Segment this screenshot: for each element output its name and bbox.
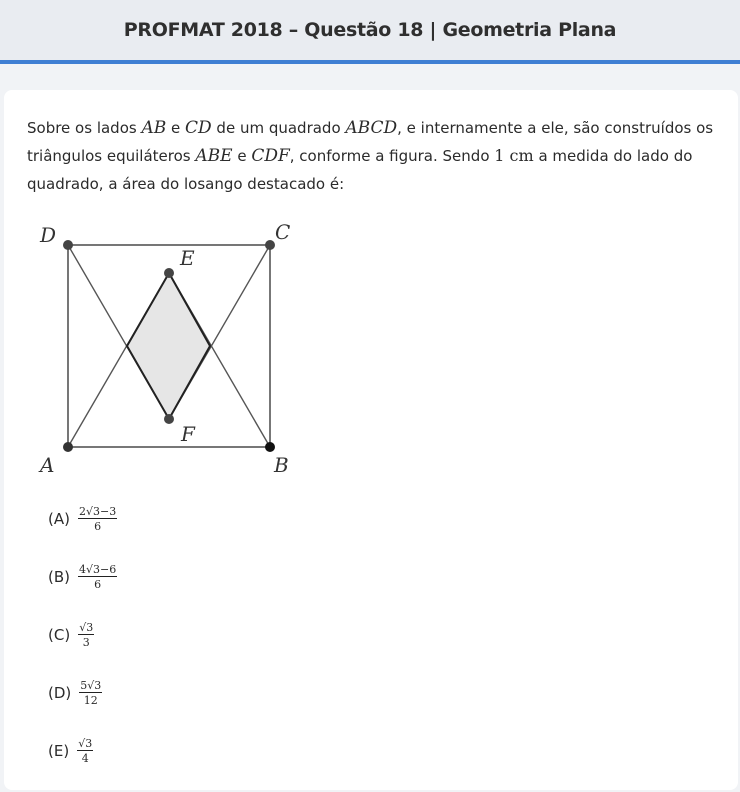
fraction-numerator: √3 [78,737,93,750]
option-e[interactable] [48,734,117,768]
question-card [4,90,738,790]
point-c [265,240,275,250]
statement-text: a medida do lado do quadrado, a área do losango destacado é: [27,147,693,193]
fraction-numerator: 2√3−3 [78,505,117,518]
point-d [63,240,73,250]
geometry-figure [34,220,314,480]
statement-text: e [166,119,186,137]
label-a: A [40,453,55,477]
option-letter: (E) [48,742,70,760]
math-abcd: ABCD [345,118,398,138]
option-fraction [78,563,117,591]
label-f: F [181,422,195,446]
fraction-denominator: 12 [83,694,98,707]
statement-text: Sobre os lados [27,119,142,137]
question-statement [27,114,717,198]
label-e: E [180,246,195,270]
fraction-denominator: 6 [94,520,102,533]
fraction-numerator: √3 [79,621,94,634]
math-cdf: CDF [251,146,290,166]
point-b [265,442,275,452]
option-fraction [79,679,102,707]
option-letter: (D) [48,684,72,702]
fraction-numerator: 5√3 [80,679,102,692]
fraction-numerator: 4√3−6 [79,563,117,576]
option-fraction [78,505,117,533]
label-c: C [275,220,291,244]
option-b[interactable] [48,560,117,594]
option-fraction [77,737,93,765]
point-a [63,442,73,452]
fraction-denominator: 6 [94,578,102,591]
option-letter: (C) [48,626,71,644]
point-e [164,268,174,278]
label-b: B [274,453,289,477]
page-title: PROFMAT 2018 – Questão 18 | Geometria Plana [123,19,617,41]
math-abe: ABE [195,146,233,166]
answer-options [48,502,117,792]
option-d[interactable] [48,676,117,710]
option-letter: (B) [48,568,70,586]
math-ab: AB [141,118,167,138]
option-letter: (A) [48,510,70,528]
statement-text: e [232,147,252,165]
fraction-denominator: 3 [82,636,90,649]
math-1cm: 1 cm [494,146,534,165]
statement-text: , conforme a figura. Sendo [289,147,495,165]
option-c[interactable] [48,618,117,652]
page-header [0,0,740,64]
statement-text: de um quadrado [211,119,346,137]
point-f [164,414,174,424]
label-d: D [40,223,57,247]
statement-text: , e internamente a ele, são construídos os triângulos equiláteros [27,119,714,165]
fraction-denominator: 4 [81,752,89,765]
math-cd: CD [185,118,212,138]
option-fraction [78,621,94,649]
rhombus-fill [127,273,210,419]
option-a[interactable] [48,502,117,536]
